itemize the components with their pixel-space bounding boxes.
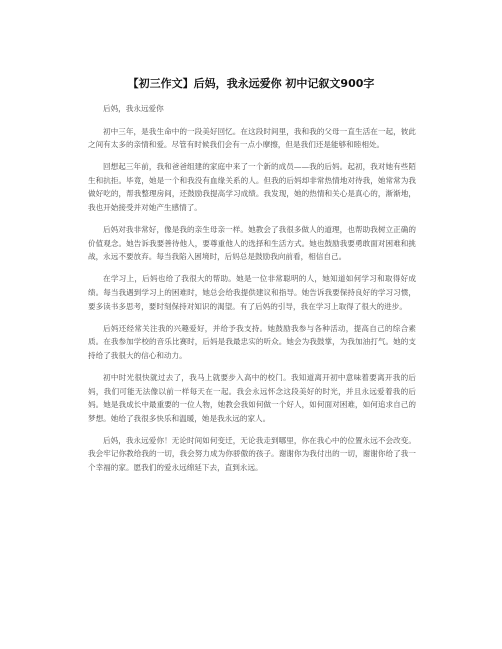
paragraph: 初中三年，是我生命中的一段美好回忆。在这段时间里，我和我的父母一直生活在一起，彼此之间有太多的亲情和爱。尽管有时候我们会有一点小摩擦，但是我们还是能够和睦相处。 bbox=[88, 126, 416, 150]
paragraph: 后妈对我非常好，像是我的亲生母亲一样。她教会了我很多做人的道理，也帮助我树立正确的价值观念。她告诉我要善待他人，要尊重他人的选择和生活方式。她也鼓励我要勇敢面对困难和挑战，永远不要放弃。每当我陷入困境时，后妈总是鼓励我向前看，相信自己。 bbox=[88, 225, 416, 262]
paragraph-subtitle: 后妈，我永远爱你 bbox=[103, 104, 164, 113]
paragraph: 初中时光很快就过去了，我马上就要步入高中的校门。我知道离开初中意味着要离开我的后妈，我们可能无法像以前一样每天在一起。我会永远怀念这段美好的时光，并且永远爱着我的后妈。她是我成长中最重要的一位人物，她教会我如何做一个好人，如何面对困难，如何追求自己的梦想。她给了我很多快乐和温暖，她是我永远的家人。 bbox=[88, 373, 416, 423]
paragraph: 回想起三年前，我和爸爸组建的家庭中来了一个新的成员——我的后妈。起初，我对她有些陌生和抗拒。毕竟，她是一个和我没有血缘关系的人。但我的后妈却非常热情地对待我，她常常为我做好吃的，帮我整理房间，还鼓励我提高学习成绩。我发现，她的热情和关心是真心的，渐渐地，我也开始接受并对她产生感情了。 bbox=[88, 162, 416, 213]
document-title: 【初三作文】后妈，我永远爱你 初中记叙文900字 bbox=[127, 77, 375, 90]
document-body bbox=[88, 102, 416, 483]
paragraph: 后妈，我永远爱你！无论时间如何变迁，无论我走到哪里，你在我心中的位置永远不会改变。我会牢记你教给我的一切，我会努力成为你骄傲的孩子。谢谢你为我付出的一切，谢谢你给了我一个幸福的家。愿我们的爱永远绵延下去，直到永远。 bbox=[88, 435, 416, 473]
paragraph: 在学习上，后妈也给了我很大的帮助。她是一位非常聪明的人，她知道如何学习和取得好成绩。每当我遇到学习上的困难时，她总会给我提供建议和指导。她告诉我要保持良好的学习习惯，要多读书多思考，要时刻保持对知识的渴望。有了后妈的引导，我在学习上取得了很大的进步。 bbox=[88, 274, 416, 311]
paragraph: 后妈还经常关注我的兴趣爱好，并给予我支持。她鼓励我参与各种活动，提高自己的综合素质。在我参加学校的音乐比赛时，后妈是我最忠实的听众。她会为我鼓掌，为我加油打气。她的支持给了我很大的信心和动力。 bbox=[88, 323, 416, 360]
